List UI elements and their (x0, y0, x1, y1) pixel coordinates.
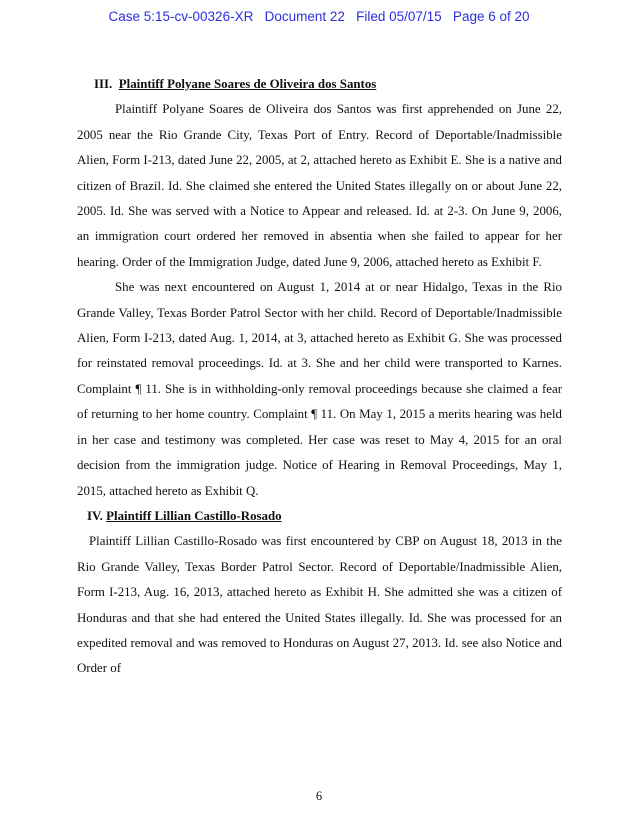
section-title: Plaintiff Lillian Castillo-Rosado (106, 508, 282, 523)
case-header-stamp: Case 5:15-cv-00326-XR Document 22 Filed 05/07/15 Page 6 of 20 (108, 9, 530, 24)
document-body (77, 72, 562, 682)
paragraph: Plaintiff Lillian Castillo-Rosado was first encountered by CBP on August 18, 2013 in the Rio Grande Valley, Texas Border Patrol Sector. Record of Deportable/Inadmissible Alien, Form I-213, Aug. 16, 2013, attached hereto as Exhibit H. She admitted she was a citizen of Honduras and that she had entered the United States illegally. Id. She was processed for an expedited removal and was removed to Honduras on August 27, 2013. Id. see also Notice and Order of (77, 534, 562, 676)
paragraph: Plaintiff Polyane Soares de Oliveira dos Santos was first apprehended on June 22, 2005 near the Rio Grande City, Texas Port of Entry. Record of Deportable/Inadmissible Alien, Form I-213, dated June 22, 2005, at 2, attached hereto as Exhibit E. She is a native and citizen of Brazil. Id. She claimed she entered the United States illegally on or about June 22, 2005. Id. She was served with a Notice to Appear and released. Id. at 2-3. On June 9, 2006, an immigration court ordered her removed in absentia when she failed to appear for her hearing. Order of the Immigration Judge, dated June 9, 2006, attached hereto as Exhibit F. (77, 102, 562, 269)
paragraph: She was next encountered on August 1, 2014 at or near Hidalgo, Texas in the Rio Grande Valley, Texas Border Patrol Sector with her child. Record of Deportable/Inadmissible Alien, Form I-213, dated Aug. 1, 2014, at 3, attached hereto as Exhibit G. She was processed for reinstated removal proceedings. Id. at 3. She and her child were transported to Karnes. Complaint ¶ 11. She is in withholding-only removal proceedings because she claimed a fear of returning to her home country. Complaint ¶ 11. On May 1, 2015 a merits hearing was held in her case and testimony was completed. Her case was reset to May 4, 2015 for an oral decision from the immigration judge. Notice of Hearing in Removal Proceedings, May 1, 2015, attached hereto as Exhibit Q. (77, 280, 562, 498)
section-title: Plaintiff Polyane Soares de Oliveira dos Santos (118, 77, 377, 91)
section-heading-iv (77, 504, 562, 529)
section-number: IV. (87, 508, 103, 523)
section-number: III. (94, 77, 113, 91)
section-heading-iii (77, 72, 562, 97)
page-number: 6 (315, 789, 323, 803)
